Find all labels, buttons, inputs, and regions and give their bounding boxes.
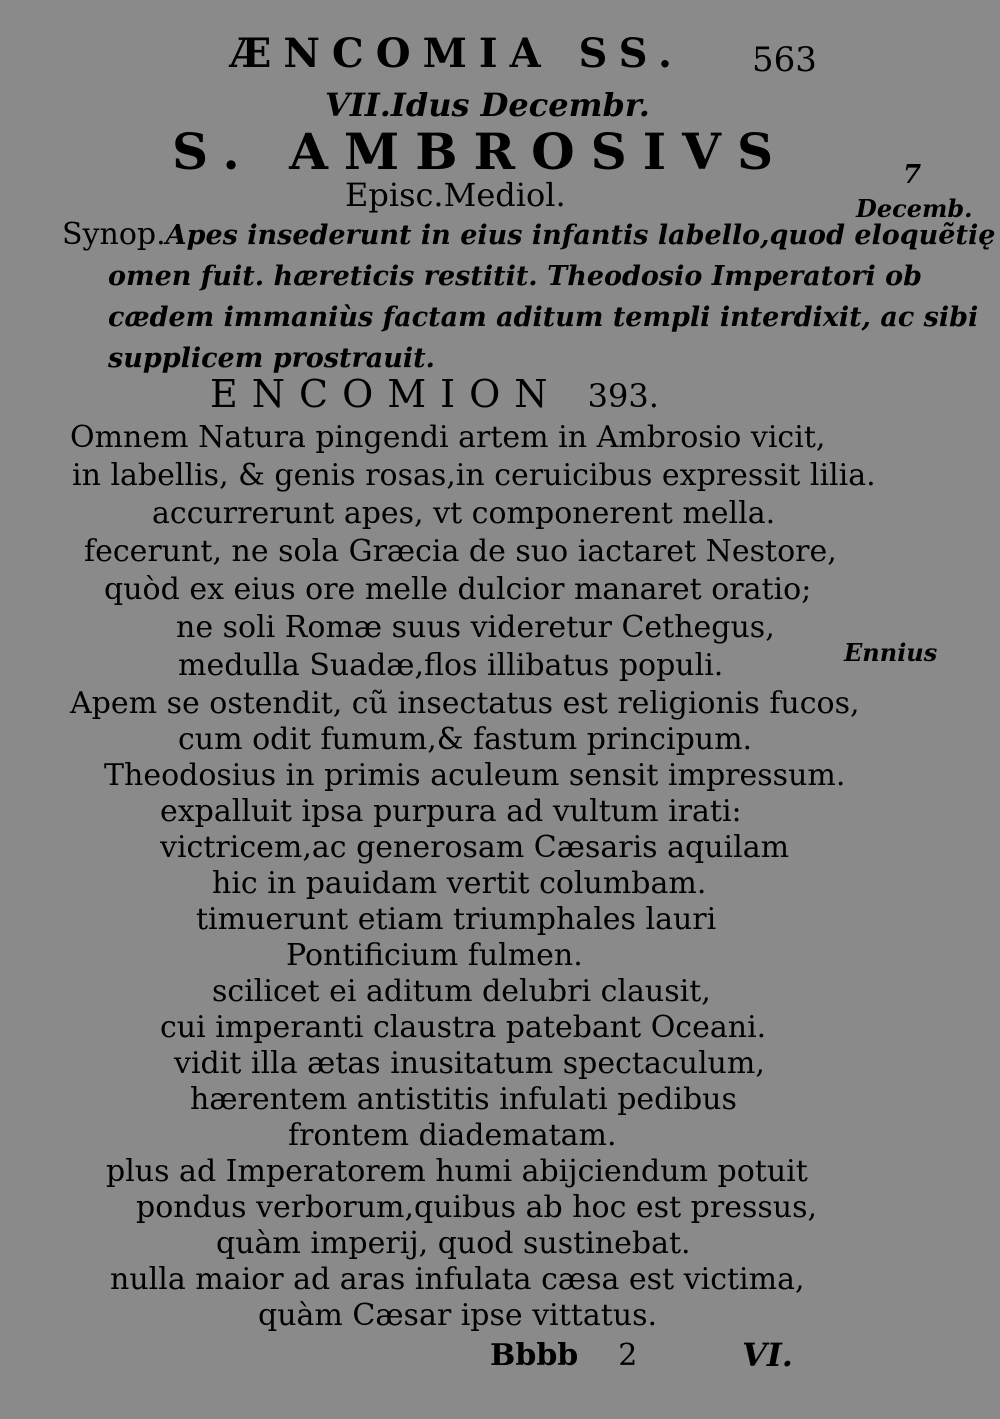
margin-note-ennius: Ennius: [844, 638, 938, 667]
poem-line: timuerunt etiam triumphales lauri: [196, 902, 717, 937]
catchword: VI.: [742, 1336, 793, 1374]
synopsis-line-1: Synop.Apes insederunt in eius infantis labello,quod eloquẽtię: [62, 217, 996, 252]
poem-line: vidit illa ætas inusitatum spectaculum,: [174, 1046, 765, 1081]
poem-line: nulla maior ad aras infulata cæsa est victima,: [110, 1262, 805, 1297]
margin-date-month: Decemb.: [856, 194, 973, 223]
poem-line: cum odit fumum,& fastum principum.: [178, 722, 753, 757]
poem-line: Omnem Natura pingendi artem in Ambrosio vicit,: [70, 420, 826, 455]
poem-line: pondus verborum,quibus ab hoc est pressus,: [136, 1190, 818, 1225]
poem-line: plus ad Imperatorem humi abijciendum potuit: [106, 1154, 808, 1189]
poem-line: in labellis, & genis rosas,in ceruicibus expressit lilia.: [72, 458, 876, 493]
poem-line: Theodosius in primis aculeum sensit impressum.: [104, 758, 846, 793]
encomion-number: 393.: [587, 377, 659, 415]
poem-line: accurrerunt apes, vt componerent mella.: [152, 496, 776, 531]
poem-line: medulla Suadæ,flos illibatus populi.: [178, 648, 724, 683]
poem-line: hærentem antistitis infulati pedibus: [190, 1082, 737, 1117]
saint-name: S. AMBROSIVS: [172, 122, 790, 181]
encomion-heading: [210, 372, 659, 416]
poem-line: Apem se ostendit, cũ insectatus est religionis fucos,: [70, 686, 860, 721]
synopsis-line-4: supplicem prostrauit.: [108, 343, 435, 374]
margin-date-day: 7: [903, 160, 922, 190]
feast-date: VII.Idus Decembr.: [325, 86, 650, 124]
signature-mark: [490, 1338, 637, 1373]
synopsis-label: Synop.: [62, 217, 166, 252]
poem-line: hic in pauidam vertit columbam.: [212, 866, 707, 901]
synopsis-line-2: omen fuit. hæreticis restitit. Theodosio Imperatori ob: [108, 261, 922, 292]
synopsis-line-3: cædem immaniùs factam aditum templi interdixit, ac sibi: [108, 302, 979, 333]
signature-letters: Bbbb: [490, 1338, 579, 1373]
poem-line: victricem,ac generosam Cæsaris aquilam: [160, 830, 790, 865]
poem-line: cui imperanti claustra patebant Oceani.: [160, 1010, 767, 1045]
saint-title: Episc.Mediol.: [345, 176, 566, 214]
poem-line: expalluit ipsa purpura ad vultum irati:: [160, 794, 742, 829]
encomion-label: ENCOMION: [210, 372, 562, 416]
poem-line: frontem diadematam.: [288, 1118, 617, 1153]
poem-line: scilicet ei aditum delubri clausit,: [212, 974, 711, 1009]
poem-line: quàm Cæsar ipse vittatus.: [258, 1298, 658, 1333]
running-head-title: ÆNCOMIA SS.: [230, 30, 684, 77]
synopsis: [62, 214, 996, 379]
page-number: 563: [752, 40, 817, 80]
poem-line: quàm imperij, quod sustinebat.: [216, 1226, 691, 1261]
poem-line: fecerunt, ne sola Græcia de suo iactaret Nestore,: [84, 534, 837, 569]
poem-line: ne soli Romæ suus videretur Cethegus,: [176, 610, 775, 645]
poem-line: quòd ex eius ore melle dulcior manaret oratio;: [104, 572, 812, 607]
poem-line: Pontificium fulmen.: [286, 938, 583, 973]
signature-number: 2: [618, 1338, 638, 1373]
